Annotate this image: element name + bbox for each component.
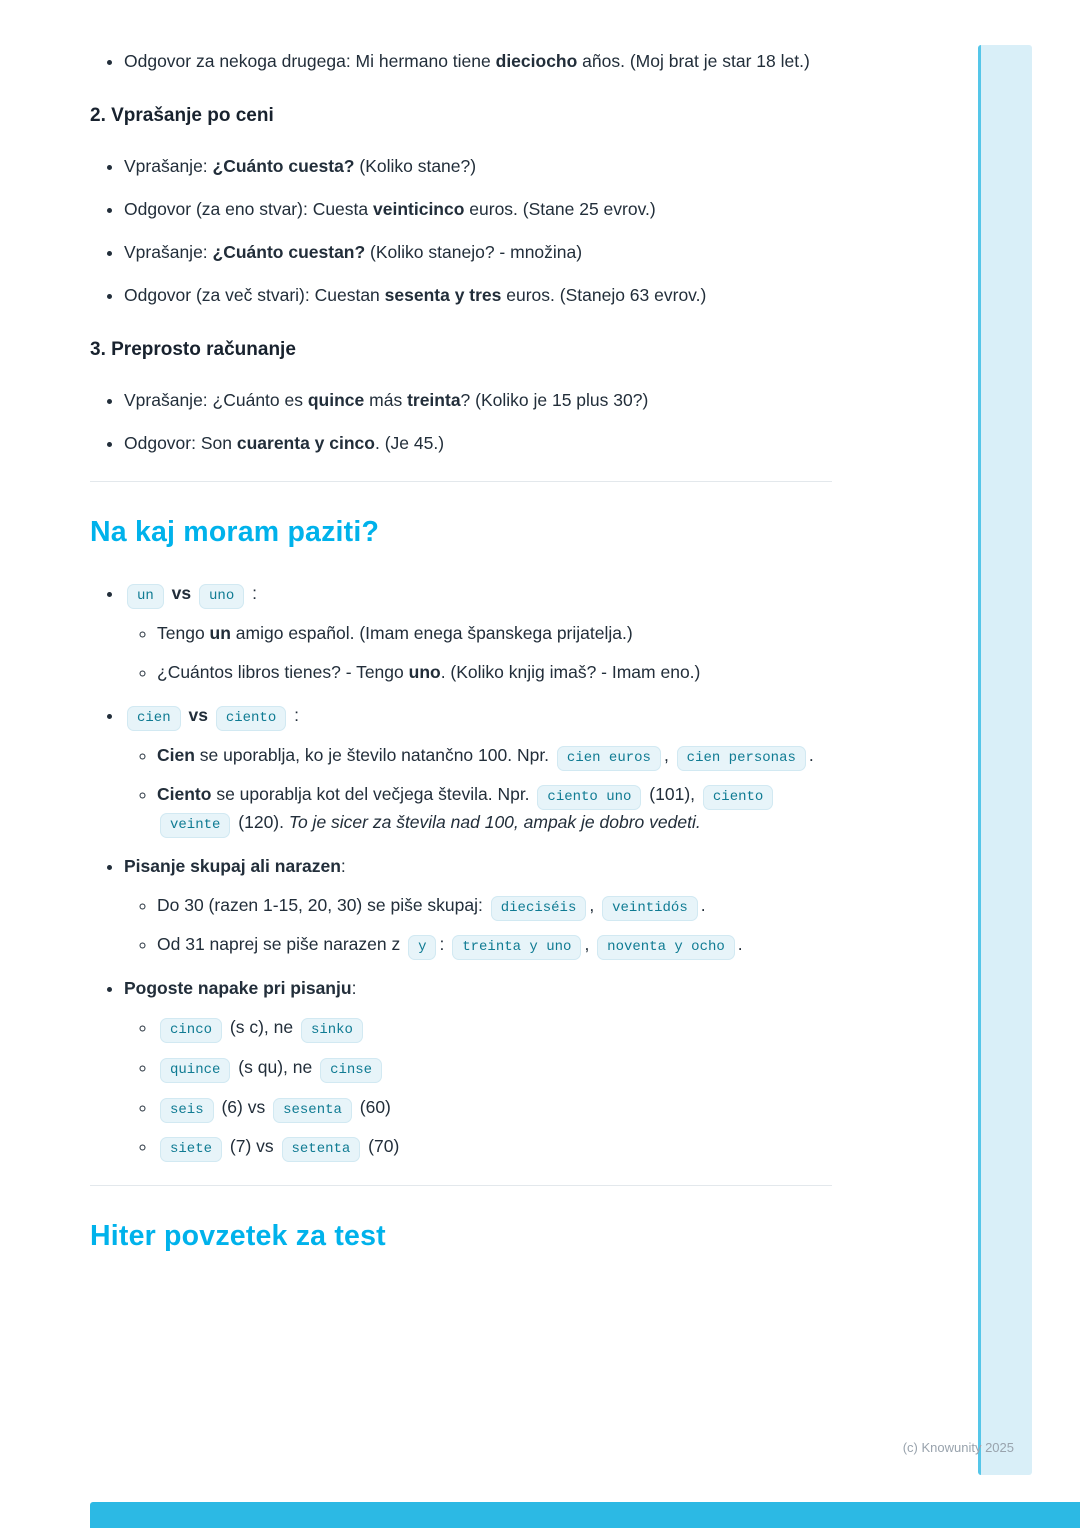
document-content <box>90 48 832 1284</box>
code-chip: sinko <box>301 1018 363 1043</box>
page-heading: Hiter povzetek za test <box>90 1219 386 1252</box>
list-item-text: siete (7) vs setenta (70) <box>157 1136 399 1156</box>
bold-text: Ciento <box>157 784 212 805</box>
list-item-text: un vs uno : <box>124 583 257 603</box>
list-item <box>124 430 832 457</box>
bold-text: Pisanje skupaj ali narazen <box>124 855 341 876</box>
bold-text: quince <box>307 389 365 410</box>
list-item <box>124 153 832 180</box>
bold-text: dieciocho <box>495 51 578 71</box>
bold-text: vs <box>166 582 197 603</box>
list-item <box>157 1054 832 1082</box>
divider <box>90 1185 832 1186</box>
list-item-text: Odgovor: Son cuarenta y cinco. (Je 45.) <box>124 432 445 453</box>
code-chip: noventa y ocho <box>597 935 735 960</box>
list-item <box>157 1094 832 1122</box>
bold-text: ¿Cuánto cuestan? <box>212 241 366 262</box>
list-item <box>157 742 832 770</box>
sub-list <box>124 620 832 686</box>
code-chip: un <box>127 584 164 609</box>
bullet-list <box>90 48 832 75</box>
list-item <box>157 931 832 959</box>
code-chip: cinco <box>160 1018 222 1043</box>
code-chip: sesenta <box>273 1098 352 1123</box>
list-item-text: Vprašanje: ¿Cuánto cuesta? (Koliko stane?) <box>124 155 477 176</box>
code-chip: ciento <box>216 706 286 731</box>
divider <box>90 481 832 482</box>
italic-text: To je sicer za števila nad 100, ampak je dobro vedeti. <box>288 811 701 832</box>
bold-text: uno <box>408 661 441 682</box>
code-chip: seis <box>160 1098 214 1123</box>
list-item <box>157 1014 832 1042</box>
list-item <box>124 48 832 75</box>
list-item-text: Od 31 naprej se piše narazen z y : treinta y uno , noventa y ocho . <box>157 934 743 954</box>
code-chip: treinta y uno <box>452 935 581 960</box>
list-item <box>124 702 832 837</box>
list-item <box>124 853 832 960</box>
list-item <box>157 620 832 647</box>
list-item-text: Vprašanje: ¿Cuánto es quince más treinta? (Koliko je 15 plus 30?) <box>124 389 649 410</box>
bold-text: treinta <box>407 389 461 410</box>
list-item <box>124 196 832 223</box>
list-item-text: Pogoste napake pri pisanju: <box>124 978 357 999</box>
sub-list <box>124 1014 832 1161</box>
section-heading: 3. Preprosto računanje <box>90 339 296 361</box>
code-chip: cien euros <box>557 746 661 771</box>
bold-text: Cien <box>157 744 195 765</box>
bold-text: vs <box>183 704 213 725</box>
bold-text: ¿Cuánto cuesta? <box>212 155 355 176</box>
list-item <box>157 659 832 686</box>
bullet-list <box>90 153 832 310</box>
bullet-list <box>90 387 832 457</box>
list-item-text: Cien se uporablja, ko je število natančno 100. Npr. cien euros , cien personas . <box>157 745 814 765</box>
list-item-text: ¿Cuántos libros tienes? - Tengo uno. (Koliko knjig imaš? - Imam eno.) <box>157 661 701 682</box>
list-item-text: Odgovor za nekoga drugega: Mi hermano tiene dieciocho años. (Moj brat je star 18 let.) <box>124 51 810 71</box>
code-chip: cien <box>127 706 181 731</box>
page-edge-decoration <box>978 45 1032 1475</box>
sub-list <box>124 892 832 959</box>
list-item-text: cien vs ciento : <box>124 705 299 725</box>
code-chip: dieciséis <box>491 896 587 921</box>
list-item <box>124 387 832 414</box>
list-item <box>124 580 832 686</box>
bold-text: cuarenta y cinco <box>236 432 375 453</box>
list-item <box>124 239 832 266</box>
list-item-text: Tengo un amigo español. (Imam enega španskega prijatelja.) <box>157 622 633 643</box>
list-item-text: Pisanje skupaj ali narazen: <box>124 855 346 876</box>
bold-text: un <box>209 622 231 643</box>
list-item <box>157 892 832 920</box>
bullet-list <box>90 580 832 1161</box>
bold-text: sesenta y tres <box>384 284 502 305</box>
list-item-text: quince (s qu), ne cinse <box>157 1057 385 1077</box>
list-item-text: Do 30 (razen 1-15, 20, 30) se piše skupaj: dieciséis , veintidós . <box>157 895 706 915</box>
list-item <box>124 975 832 1161</box>
code-chip: siete <box>160 1137 222 1162</box>
code-chip: setenta <box>282 1137 361 1162</box>
code-chip: quince <box>160 1058 230 1083</box>
code-chip: veintidós <box>602 896 698 921</box>
copyright-watermark: (c) Knowunity 2025 <box>902 1440 1014 1455</box>
code-chip: y <box>408 935 436 960</box>
footer-bar <box>90 1502 1080 1528</box>
list-item-text: seis (6) vs sesenta (60) <box>157 1097 391 1117</box>
list-item-text: Ciento se uporablja kot del večjega števila. Npr. ciento uno (101), ciento veinte (120). To je sicer za števila nad 100, ampak je dobro vedeti. <box>157 784 776 832</box>
page-heading: Na kaj moram paziti? <box>90 515 380 548</box>
list-item-text: Odgovor (za več stvari): Cuestan sesenta y tres euros. (Stanejo 63 evrov.) <box>124 284 707 305</box>
bold-text: veinticinco <box>373 198 465 219</box>
code-chip: ciento veinte <box>160 785 773 838</box>
list-item <box>157 1133 832 1161</box>
sub-list <box>124 742 832 837</box>
code-chip: uno <box>199 584 244 609</box>
list-item <box>157 781 832 836</box>
list-item-text: Vprašanje: ¿Cuánto cuestan? (Koliko stanejo? - množina) <box>124 241 583 262</box>
code-chip: cien personas <box>677 746 806 771</box>
section-heading: 2. Vprašanje po ceni <box>90 105 274 127</box>
code-chip: cinse <box>320 1058 382 1083</box>
list-item-text: Odgovor (za eno stvar): Cuesta veinticinco euros. (Stane 25 evrov.) <box>124 198 656 219</box>
code-chip: ciento uno <box>537 785 641 810</box>
bold-text: Pogoste napake pri pisanju <box>124 978 352 999</box>
list-item-text: cinco (s c), ne sinko <box>157 1017 366 1037</box>
list-item <box>124 282 832 309</box>
